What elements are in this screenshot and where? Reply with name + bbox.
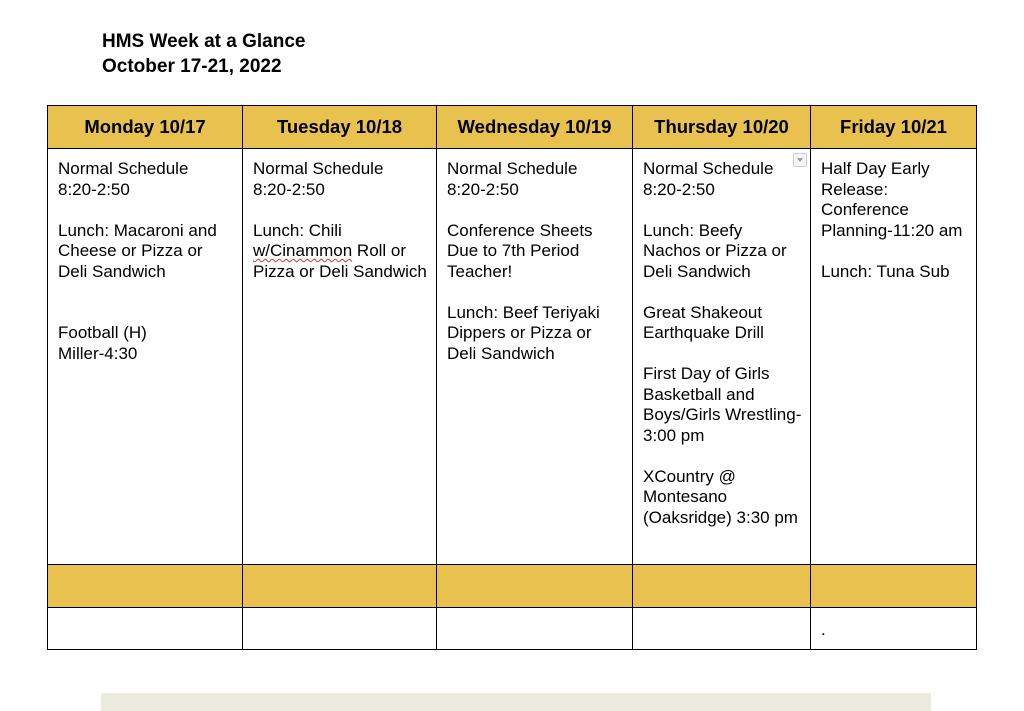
cell-monday[interactable] xyxy=(48,149,243,565)
document-title xyxy=(102,29,305,79)
blank-cell-monday[interactable] xyxy=(48,608,243,650)
blank-cell-tuesday[interactable] xyxy=(243,608,437,650)
spellcheck-word[interactable]: w/Cinammon xyxy=(253,241,353,260)
friday-schedule: Half Day Early Release: Conference Planning-11:20 am xyxy=(821,159,963,240)
cell-tuesday[interactable] xyxy=(243,149,437,565)
header-friday[interactable]: Friday 10/21 xyxy=(811,106,977,149)
header-wednesday[interactable]: Wednesday 10/19 xyxy=(437,106,633,149)
thursday-event-shakeout: Great Shakeout Earthquake Drill xyxy=(643,302,764,342)
gold-cell-thursday[interactable] xyxy=(633,565,811,608)
blank-row xyxy=(48,608,977,650)
gold-cell-wednesday[interactable] xyxy=(437,565,633,608)
blank-cell-friday[interactable] xyxy=(811,608,977,650)
next-page-edge xyxy=(101,693,931,711)
thursday-event-basketball: First Day of Girls Basketball and Boys/Girls Wrestling-3:00 pm xyxy=(643,364,802,445)
wednesday-note: Conference Sheets Due to 7th Period Teacher! xyxy=(447,220,593,281)
blank-cell-thursday[interactable] xyxy=(633,608,811,650)
cell-friday[interactable] xyxy=(811,149,977,565)
thursday-event-xcountry: XCountry @ Montesano (Oaksridge) 3:30 pm xyxy=(643,466,798,527)
tuesday-lunch xyxy=(253,221,428,283)
thursday-lunch: Lunch: Beefy Nachos or Pizza or Deli Sandwich xyxy=(643,220,787,281)
gold-cell-tuesday[interactable] xyxy=(243,565,437,608)
thursday-schedule: Normal Schedule 8:20-2:50 xyxy=(643,159,774,199)
cell-wednesday[interactable] xyxy=(437,149,633,565)
monday-event-football: Football (H) Miller-4:30 xyxy=(58,323,147,363)
title-line-1: HMS Week at a Glance xyxy=(102,31,306,52)
content-row xyxy=(48,149,977,565)
blank-cell-wednesday[interactable] xyxy=(437,608,633,650)
gold-row xyxy=(48,565,977,608)
friday-lunch: Lunch: Tuna Sub xyxy=(821,261,950,281)
wednesday-lunch: Lunch: Beef Teriyaki Dippers or Pizza or Deli Sandwich xyxy=(447,302,600,363)
monday-schedule: Normal Schedule 8:20-2:50 xyxy=(58,159,189,199)
tuesday-lunch-part-b: Roll or Pizza or Deli Sandwich xyxy=(253,241,427,281)
title-line-2: October 17-21, 2022 xyxy=(102,56,282,77)
tuesday-lunch-part-a: Lunch: Chili xyxy=(253,220,342,240)
cell-thursday[interactable] xyxy=(633,149,811,565)
header-row xyxy=(48,106,977,149)
wednesday-schedule: Normal Schedule 8:20-2:50 xyxy=(447,159,578,199)
header-monday[interactable]: Monday 10/17 xyxy=(48,106,243,149)
header-tuesday[interactable]: Tuesday 10/18 xyxy=(243,106,437,149)
gold-cell-friday[interactable] xyxy=(811,565,977,608)
gold-cell-monday[interactable] xyxy=(48,565,243,608)
tuesday-schedule: Normal Schedule 8:20-2:50 xyxy=(253,159,384,199)
header-thursday[interactable]: Thursday 10/20 xyxy=(633,106,811,149)
week-table xyxy=(47,105,977,650)
friday-blank-text: . xyxy=(821,620,826,639)
monday-spacer xyxy=(58,303,234,324)
monday-lunch: Lunch: Macaroni and Cheese or Pizza or Deli Sandwich xyxy=(58,220,217,281)
cell-menu-chevron-down-icon[interactable] xyxy=(793,153,807,167)
